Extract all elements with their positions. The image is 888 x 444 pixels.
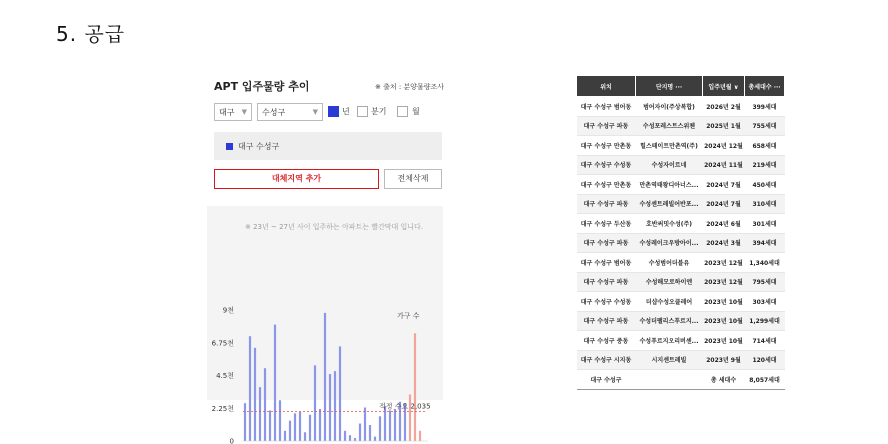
- table-cell: 714세대: [745, 331, 785, 351]
- table-total-cell: 대구 수성구: [577, 370, 636, 390]
- chart-bar: [389, 410, 391, 441]
- table-total-cell: 8,057세대: [745, 370, 785, 390]
- chart-bar: [279, 400, 281, 441]
- table-cell: 수성푸르지오리버센...: [636, 331, 703, 351]
- chart-bar: [264, 368, 266, 441]
- chart-bar: [274, 325, 276, 441]
- chart-bar: [369, 425, 371, 441]
- series-label: 가구 수: [397, 312, 420, 320]
- selected-region-name: 대구 수성구: [238, 142, 280, 151]
- clear-all-button[interactable]: 전체삭제: [384, 169, 442, 189]
- table-row[interactable]: [577, 350, 785, 370]
- table-row[interactable]: [577, 233, 785, 253]
- table-cell: 120세대: [745, 350, 785, 370]
- table-body: [577, 97, 785, 390]
- table-cell: 범어자이(주상복합): [636, 97, 703, 117]
- table-cell: 수성범어더블유: [636, 253, 703, 273]
- table-row[interactable]: [577, 214, 785, 234]
- table-row[interactable]: [577, 136, 785, 156]
- widget-header: [214, 78, 444, 96]
- table-row[interactable]: [577, 97, 785, 117]
- chart-bar: [324, 313, 326, 441]
- chart-bar: [249, 336, 251, 441]
- table-cell: 수성센트레빌어반포...: [636, 194, 703, 214]
- filter-bar: [214, 103, 444, 121]
- table-cell: 시지센트레빌: [636, 350, 703, 370]
- year-checkbox-label: 년: [342, 107, 350, 116]
- table-cell: 대구 수성구 수성동: [577, 155, 636, 175]
- table-cell: 2024년 12월: [703, 136, 745, 156]
- table-cell: 대구 수성구 만촌동: [577, 175, 636, 195]
- table-cell: 만촌역태왕디아너스...: [636, 175, 703, 195]
- table-cell: 1,340세대: [745, 253, 785, 273]
- table-cell: 대구 수성구 범어동: [577, 253, 636, 273]
- table-cell: 대구 수성구 두산동: [577, 214, 636, 234]
- table-cell: 2024년 6월: [703, 214, 745, 234]
- chevron-down-icon: ▼: [241, 108, 247, 116]
- chart-note: ※ 23년 ~ 27년 사이 입주하는 아파트는 빨간막대 입니다.: [245, 223, 424, 231]
- table-cell: 303세대: [745, 292, 785, 312]
- supply-widget: [207, 66, 444, 444]
- quarter-checkbox-label: 분기: [371, 107, 387, 116]
- month-checkbox-label: 월: [412, 107, 420, 116]
- table-total-cell: 총 세대수: [703, 370, 745, 390]
- chart-bar: [299, 412, 301, 441]
- table-row[interactable]: [577, 311, 785, 331]
- table-header-1[interactable]: 단지명 ···: [636, 76, 703, 97]
- chart-bar: [344, 431, 346, 441]
- table-cell: 1,299세대: [745, 311, 785, 331]
- add-region-button[interactable]: 대체지역 추가: [214, 169, 379, 189]
- chart-bar: [254, 348, 256, 441]
- table-cell: 658세대: [745, 136, 785, 156]
- y-tick-label: 2.25천: [211, 404, 234, 413]
- section-title: 5. 공급: [56, 22, 126, 46]
- reference-label: 적정 수요 2,035: [379, 402, 431, 411]
- table-cell: 대구 수성구 수성동: [577, 292, 636, 312]
- table-cell: 대구 수성구 범어동: [577, 97, 636, 117]
- chart-bar: [244, 403, 246, 441]
- quarter-checkbox[interactable]: [357, 106, 368, 117]
- table-cell: 수성레이크우방아이...: [636, 233, 703, 253]
- table-row[interactable]: [577, 292, 785, 312]
- table-cell: 호반써밋수성(주): [636, 214, 703, 234]
- table-header-0[interactable]: 위치: [577, 76, 636, 97]
- table-cell: 대구 수성구 파동: [577, 311, 636, 331]
- table-cell: 수성해모로하이엔: [636, 272, 703, 292]
- table-total-row: [577, 370, 785, 390]
- table-cell: 2023년 9월: [703, 350, 745, 370]
- table-cell: 대구 수성구 파동: [577, 233, 636, 253]
- table-cell: 394세대: [745, 233, 785, 253]
- y-tick-label: 9천: [222, 306, 234, 315]
- table-cell: 399세대: [745, 97, 785, 117]
- chart-bar: [289, 421, 291, 441]
- chart-bar: [294, 413, 296, 441]
- supply-bar-chart: [207, 206, 443, 444]
- chart-bar: [364, 408, 366, 441]
- y-tick-label: 4.5천: [216, 372, 234, 380]
- chart-bar: [319, 409, 321, 441]
- district-select-value: 수성구: [262, 108, 286, 117]
- table-cell: 219세대: [745, 155, 785, 175]
- table-cell: 2024년 7월: [703, 194, 745, 214]
- table-cell: 2023년 12월: [703, 253, 745, 273]
- chart-bar: [259, 387, 261, 441]
- region-select[interactable]: [214, 103, 252, 121]
- district-select[interactable]: [257, 103, 323, 121]
- table-cell: 힐스테이트만촌역(주): [636, 136, 703, 156]
- table-cell: 2024년 3월: [703, 233, 745, 253]
- table-total-cell: [636, 370, 703, 390]
- region-select-value: 대구: [219, 108, 235, 117]
- chart-bar: [304, 432, 306, 441]
- table-row[interactable]: [577, 253, 785, 273]
- source-note: ※ 출처 : 분양물량조사: [375, 83, 444, 91]
- table-cell: 대구 수성구 만촌동: [577, 136, 636, 156]
- chart-bar: [414, 333, 416, 441]
- table-row[interactable]: [577, 116, 785, 136]
- table-header-2[interactable]: 입주년월 ∨: [703, 76, 745, 97]
- table-cell: 대구 수성구 파동: [577, 272, 636, 292]
- table-row[interactable]: [577, 155, 785, 175]
- table-row[interactable]: [577, 175, 785, 195]
- chart-bar: [334, 371, 336, 441]
- table-row[interactable]: [577, 194, 785, 214]
- table-cell: 대구 수성구 중동: [577, 331, 636, 351]
- chart-bar: [284, 431, 286, 441]
- table-cell: 더샵수성오클레어: [636, 292, 703, 312]
- table-cell: 2023년 12월: [703, 272, 745, 292]
- chart-bar: [374, 437, 376, 441]
- table-cell: 수성자이르네: [636, 155, 703, 175]
- chart-bar: [379, 416, 381, 441]
- selected-region-chip[interactable]: [214, 132, 442, 160]
- table-cell: 2024년 7월: [703, 175, 745, 195]
- chart-bar: [349, 435, 351, 441]
- table-cell: 795세대: [745, 272, 785, 292]
- chart-bar: [339, 346, 341, 441]
- widget-title: APT 입주물량 추이: [214, 80, 310, 93]
- table-cell: 대구 수성구 파동: [577, 116, 636, 136]
- year-checkbox[interactable]: [328, 106, 339, 117]
- table-header-row: [577, 76, 785, 97]
- chart-bar: [354, 438, 356, 441]
- table-cell: 301세대: [745, 214, 785, 234]
- month-checkbox[interactable]: [397, 106, 408, 117]
- complex-table: [576, 75, 784, 390]
- table-cell: 2023년 10월: [703, 331, 745, 351]
- chart-bar: [359, 424, 361, 441]
- chart-bar: [269, 410, 271, 441]
- table-cell: 450세대: [745, 175, 785, 195]
- chart-bar: [419, 431, 421, 441]
- y-tick-label: 0: [229, 437, 234, 444]
- table-cell: 755세대: [745, 116, 785, 136]
- table-cell: 대구 수성구 시지동: [577, 350, 636, 370]
- chart-bar: [309, 415, 311, 441]
- chevron-down-icon: ▼: [312, 108, 318, 116]
- table-cell: 2024년 11월: [703, 155, 745, 175]
- table-cell: 2026년 2월: [703, 97, 745, 117]
- chart-bar: [394, 409, 396, 441]
- y-tick-label: 6.75천: [211, 339, 234, 348]
- table-cell: 2023년 10월: [703, 292, 745, 312]
- chart-bar: [314, 365, 316, 441]
- table-cell: 310세대: [745, 194, 785, 214]
- table-header-3[interactable]: 총세대수 ···: [745, 76, 785, 97]
- table-row[interactable]: [577, 331, 785, 351]
- table-cell: 수성더팰리스푸르지...: [636, 311, 703, 331]
- table-row[interactable]: [577, 272, 785, 292]
- table-cell: 수성포레스트스위첸: [636, 116, 703, 136]
- table-cell: 2025년 1월: [703, 116, 745, 136]
- legend-square-icon: [226, 143, 233, 150]
- table-cell: 대구 수성구 파동: [577, 194, 636, 214]
- chart-bar: [329, 374, 331, 441]
- table-cell: 2023년 10월: [703, 311, 745, 331]
